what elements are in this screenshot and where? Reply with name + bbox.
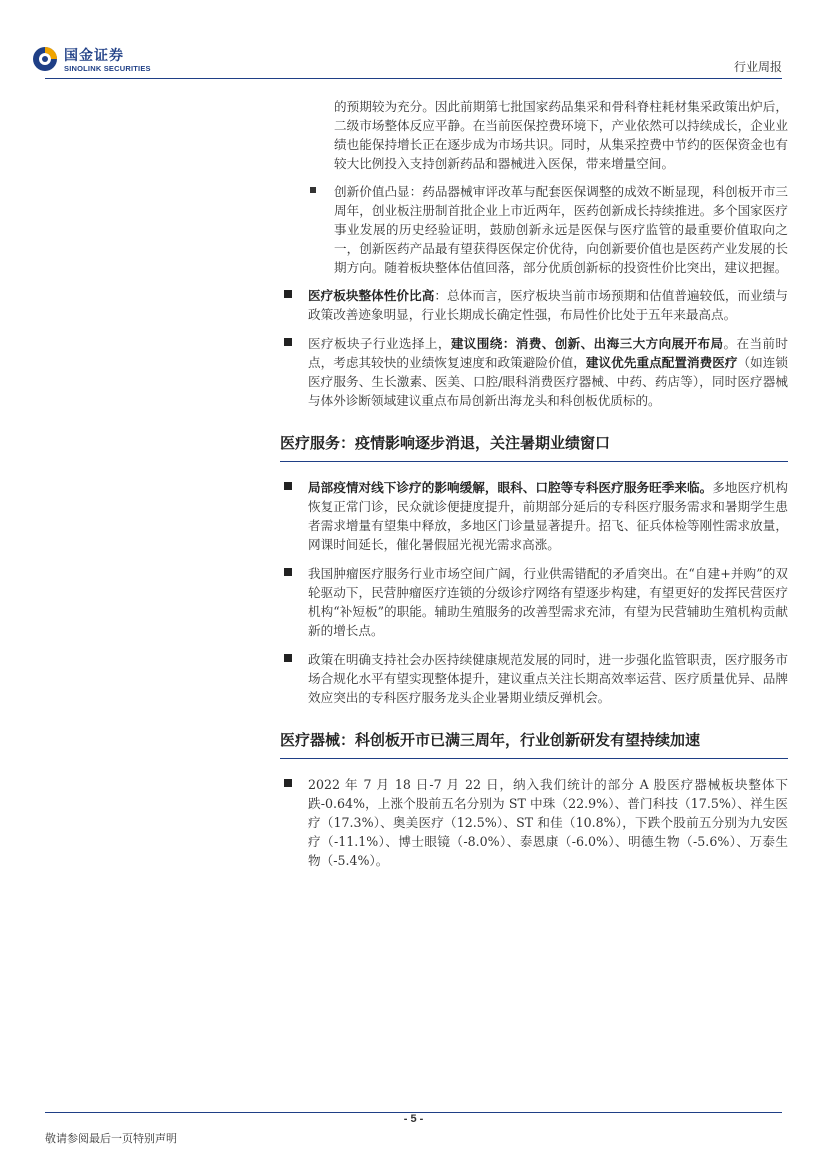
services-bullet-1-text: 多地医疗机构恢复正常门诊，民众就诊便捷度提升，前期部分延后的专科医疗服务需求和暑期学生患者需求增量有望集中释放，多地区门诊量显著提升。招飞、征兵体检等刚性需求放量，网课时间延长，催化暑假屈光视光需求高涨。 — [308, 480, 789, 552]
services-bullet-2 — [288, 564, 788, 640]
intro-paragraph — [288, 97, 788, 173]
value-paragraph — [308, 286, 788, 324]
logo-text-en: SINOLINK SECURITIES — [64, 64, 151, 73]
square-bullet-icon — [310, 187, 316, 193]
disclaimer-text: 敬请参阅最后一页特别声明 — [45, 1132, 177, 1145]
report-type-label: 行业周报 — [733, 60, 782, 74]
logo-text-cn: 国金证券 — [64, 48, 124, 64]
logo-mark-icon — [32, 46, 58, 72]
company-logo — [32, 44, 150, 78]
devices-bullet-1-text: 2022 年 7 月 18 日-7 月 22 日，纳入我们统计的部分 A 股医疗器械板块整体下跌-0.64%，上涨个股前五名分别为 ST 中珠（22.9%）、普门科技（17.5%）、祥生医疗（17.3%）、奥美医疗（12.5%）、ST 和佳（10.8%），下跌个股前五分别为九安医疗（-11.1%）、博士眼镜（-8.0%）、泰恩康（-6.0%）、明德生物（-5.6%）、万泰生物（-5.4%）。 — [308, 777, 788, 868]
square-bullet-icon — [284, 779, 292, 787]
selection-mid: 。在当前时点，考虑其较快的业绩恢复速度和政策避险价值， — [308, 336, 789, 370]
square-bullet-icon — [284, 338, 292, 346]
bullet-selection — [288, 334, 788, 410]
square-bullet-icon — [284, 568, 292, 576]
services-bullet-3-text: 政策在明确支持社会办医持续健康规范发展的同时，进一步强化监管职责，医疗服务市场合规化水平有望实现整体提升，建议重点关注长期高效率运营、医疗质量优异、品牌效应突出的专科医疗服务龙头企业暑期业绩反弹机会。 — [308, 652, 788, 705]
square-bullet-icon — [284, 290, 292, 298]
section-title-services: 医疗服务：疫情影响逐步消退，关注暑期业绩窗口 — [280, 432, 788, 462]
innovation-text: 创新价值凸显：药品器械审评改革与配套医保调整的成效不断显现，科创板开市三周年，创业板注册制首批企业上市近两年，医药创新成长持续推进。多个国家医疗事业发展的历史经验证明，鼓励创新永远是医保与医疗监管的最重要价值取向之一，创新医药产品最有望获得医保定价优待，向创新要价值也是医药产业发展的长期方向。随着板块整体估值回落，部分优质创新标的投资性价比突出，建议把握。 — [334, 184, 788, 275]
bullet-value — [288, 286, 788, 324]
section-title-devices: 医疗器械：科创板开市已满三周年，行业创新研发有望持续加速 — [280, 729, 788, 759]
page-header — [0, 0, 827, 80]
main-content — [280, 97, 789, 880]
page-number: - 5 - — [403, 1113, 424, 1125]
services-bullet-3 — [288, 650, 788, 707]
value-text: ：总体而言，医疗板块当前市场预期和估值普遍较低，而业绩与政策改善迹象明显，行业长期成长确定性强，布局性价比处于五年来最高点。 — [308, 288, 789, 322]
sub-bullet-innovation — [288, 182, 788, 277]
services-bullet-1-heading: 局部疫情对线下诊疗的影响缓解，眼科、口腔等专科医疗服务旺季来临。 — [308, 480, 713, 495]
value-heading: 医疗板块整体性价比高 — [308, 288, 435, 303]
header-divider — [45, 78, 782, 79]
devices-bullet-1 — [288, 775, 788, 870]
services-paragraph-1 — [308, 478, 788, 554]
selection-prefix: 医疗板块子行业选择上， — [308, 336, 451, 351]
square-bullet-icon — [284, 482, 292, 490]
intro-text: 的预期较为充分。因此前期第七批国家药品集采和骨科脊柱耗材集采政策出炉后，二级市场整体反应平静。在当前医保控费环境下，产业依然可以持续成长，企业业绩也能保持增长正在逐步成为市场共识。同时，从集采控费中节约的医保资金也有较大比例投入支持创新药品和器械进入医保，带来增量空间。 — [334, 99, 788, 171]
selection-bold-1: 建议围绕：消费、创新、出海三大方向展开布局 — [450, 336, 724, 351]
square-bullet-icon — [284, 654, 292, 662]
services-bullet-1 — [288, 478, 788, 554]
selection-bold-2: 建议优先重点配置消费医疗 — [585, 355, 738, 370]
selection-tail: （如连锁医疗服务、生长激素、医美、口腔/眼科消费医疗器械、中药、药店等），同时医疗器械与体外诊断领域建议重点布局创新出海龙头和科创板优质标的。 — [308, 355, 789, 408]
selection-paragraph — [308, 334, 788, 410]
services-bullet-2-text: 我国肿瘤医疗服务行业市场空间广阔，行业供需错配的矛盾突出。在“自建+并购”的双轮驱动下，民营肿瘤医疗连锁的分级诊疗网络有望逐步构建，有望更好的发挥民营医疗机构“补短板”的职能。辅助生殖服务的改善型需求充沛，有望为民营辅助生殖机构贡献新的增长点。 — [308, 566, 788, 638]
